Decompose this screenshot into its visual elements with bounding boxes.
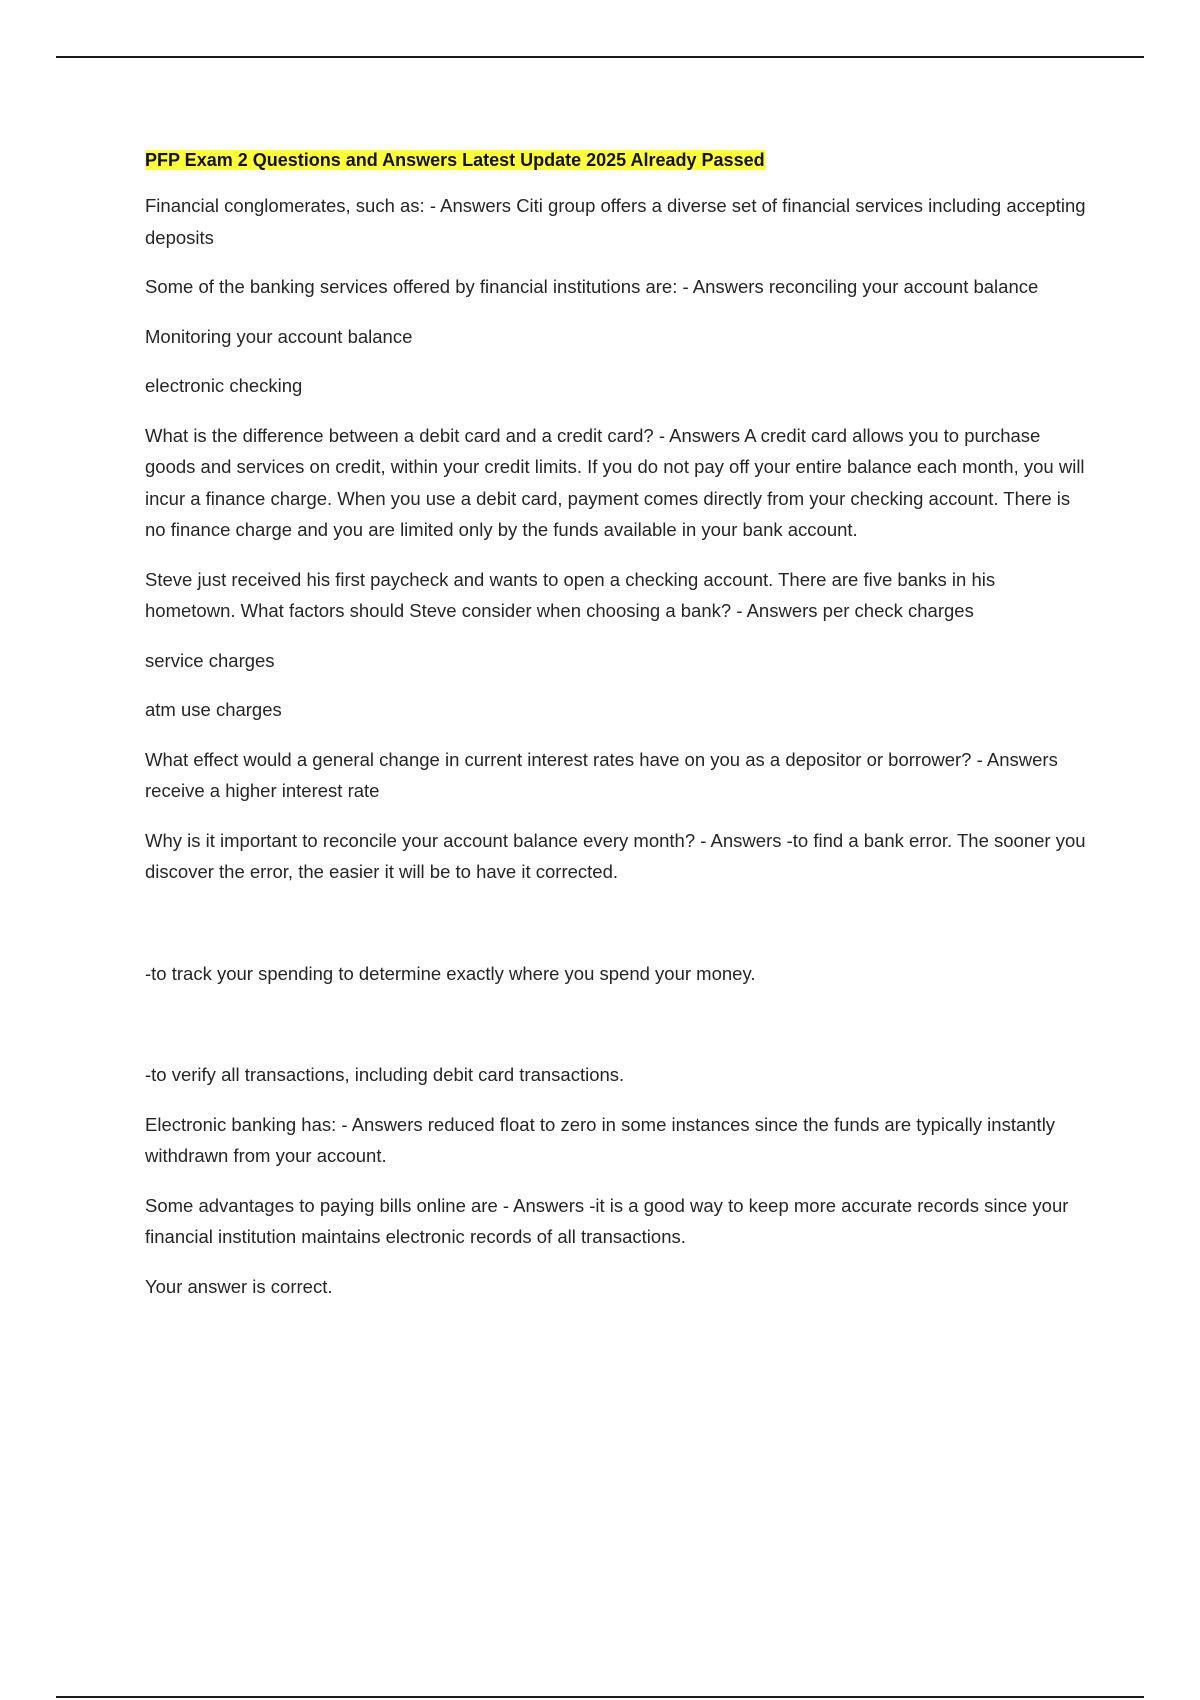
header-rule [56, 56, 1144, 58]
paragraph-service-charges: service charges [145, 649, 275, 671]
paragraph-debit-vs-credit: What is the difference between a debit card and a credit card? - Answers A credit card allows you to purchase goods and services on credit, within your credit limits. If you do not pay off your entire balance each month, you will incur a finance charge. When you use a debit card, payment comes directly from your checking account. There is no finance charge and you are limited only by the funds available in your bank account. [145, 424, 1085, 540]
paragraph-answer-correct: Your answer is correct. [145, 1275, 333, 1297]
paragraph-choosing-bank: Steve just received his first paycheck and wants to open a checking account. There are five banks in his hometown. What factors should Steve consider when choosing a bank? - Answers per check charges [145, 568, 996, 621]
document-body [145, 146, 1090, 1320]
paragraph-verify-transactions: -to verify all transactions, including debit card transactions. [145, 1064, 625, 1085]
document-title: PFP Exam 2 Questions and Answers Latest Update 2025 Already Passed [145, 150, 765, 170]
paragraph-electronic-banking: Electronic banking has: - Answers reduced float to zero in some instances since the funds are typically instantly withdrawn from your account. [145, 1113, 1056, 1166]
paragraph-atm-charges: atm use charges [145, 699, 282, 720]
paragraph-track-spending: -to track your spending to determine exactly where you spend your money. [145, 962, 756, 984]
paragraph-monitoring-balance: Monitoring your account balance [145, 325, 413, 347]
paragraph-interest-rates: What effect would a general change in current interest rates have on you as a depositor or borrower? - Answers receive a higher interest rate [145, 748, 1058, 801]
paragraph-electronic-checking: electronic checking [145, 375, 303, 396]
paragraph-online-bills: Some advantages to paying bills online are - Answers -it is a good way to keep more accurate records since your financial institution maintains electronic records of all transactions. [145, 1194, 1069, 1247]
document-title-wrap [145, 146, 1090, 176]
paragraph-reconcile-importance: Why is it important to reconcile your account balance every month? - Answers -to find a bank error. The sooner you discover the error, the easier it will be to have it corrected. [145, 829, 1086, 882]
paragraph-banking-services: Some of the banking services offered by financial institutions are: - Answers reconciling your account balance [145, 276, 1039, 297]
footer-rule [56, 1696, 1144, 1698]
paragraph-financial-conglomerates: Financial conglomerates, such as: - Answers Citi group offers a diverse set of financial services including accepting deposits [145, 195, 1086, 248]
